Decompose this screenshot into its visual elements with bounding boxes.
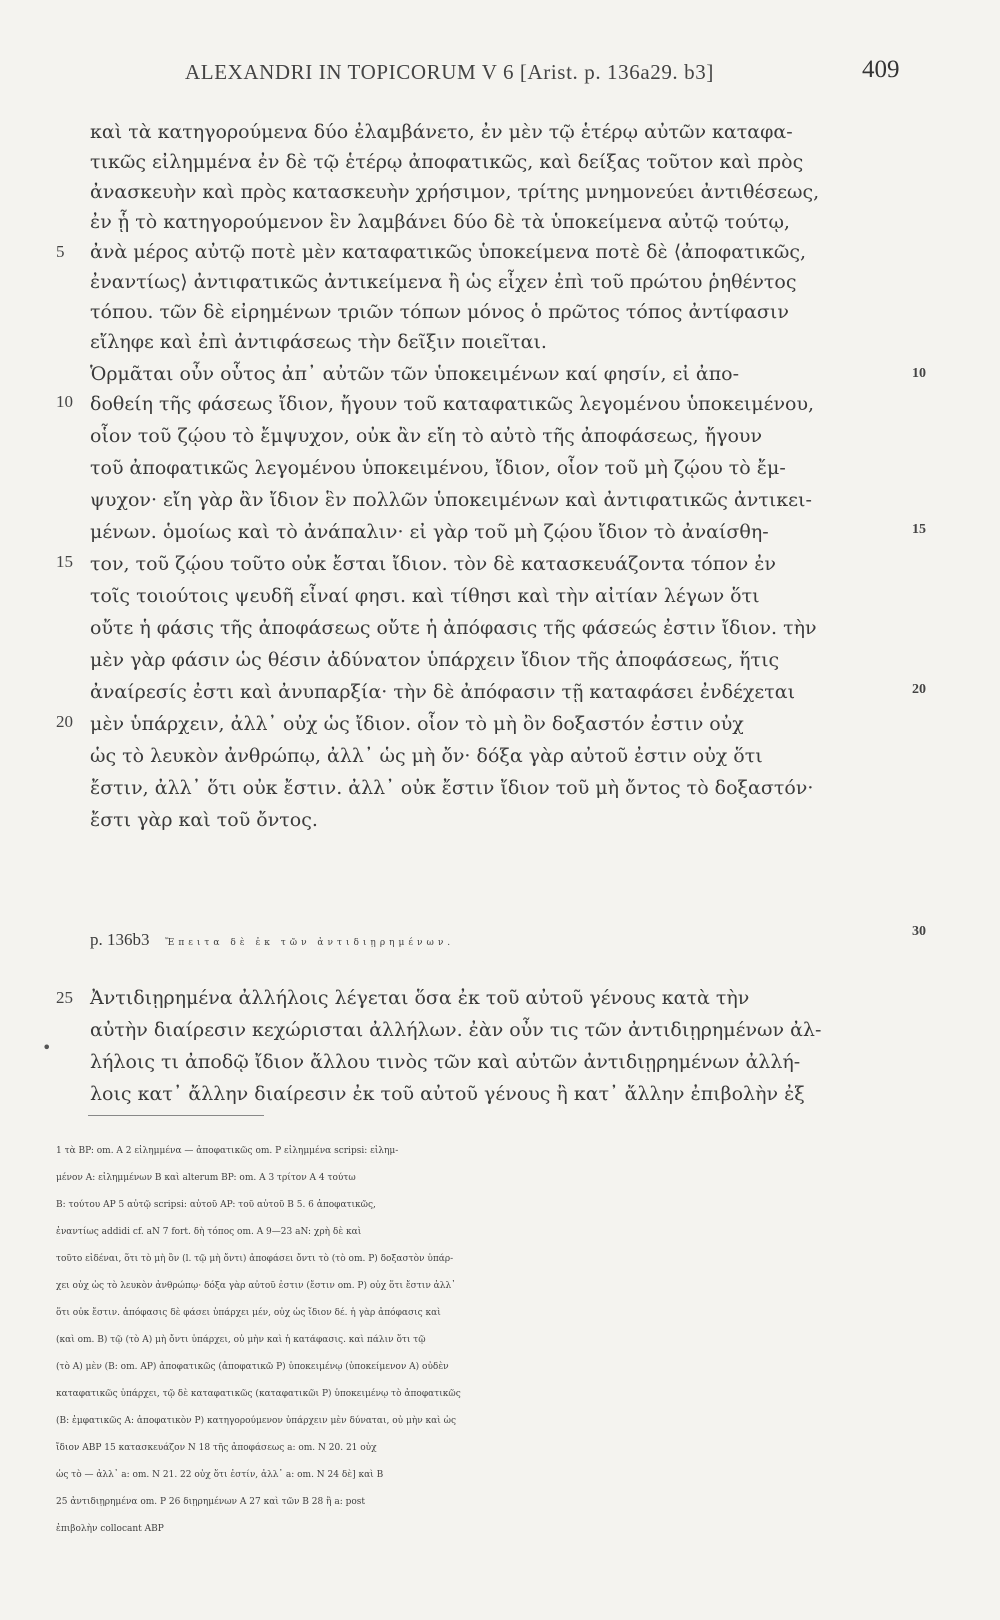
text-line: καὶ τὰ κατηγορούμενα δύο ἐλαμβάνετο, ἐν μὲν τῷ ἑτέρῳ αὐτῶν καταφα- [90, 121, 793, 143]
text-line: ψυχον· εἴη γὰρ ἂν ἴδιον ἓν πολλῶν ὑποκειμένων καὶ ἀντιφατικῶς ἀντικει- [90, 489, 812, 511]
apparatus-line: (καὶ om. B) τῷ (τὸ A) μὴ ὄντι ὑπάρχει, οὐ μὴν καὶ ἡ κατάφασις. καὶ πάλιν ὅτι τῷ [56, 1335, 426, 1345]
line-number: 20 [56, 712, 73, 731]
apparatus-line: 25 ἀντιδιῃρημένα om. P 26 διῃρημένων A 27 καὶ τῶν B 28 ἢ a: post [56, 1497, 366, 1507]
apparatus-line: καταφατικῶς ὑπάρχει, τῷ δὲ καταφατικῶς (καταφατικῶι P) ὑποκειμένῳ τὸ ἀποφατικῶς [56, 1389, 461, 1399]
text-line: μένων. ὁμοίως καὶ τὸ ἀνάπαλιν· εἰ γὰρ τοῦ μὴ ζῴου ἴδιον τὸ ἀναίσθη- [90, 521, 769, 543]
text-line: τοῖς τοιούτοις ψευδῆ εἶναί φησι. καὶ τίθησι καὶ τὴν αἰτίαν λέγων ὅτι [90, 585, 760, 607]
text-line: ἐν ᾗ τὸ κατηγορούμενον ἓν λαμβάνει δύο δὲ τὰ ὑποκείμενα αὐτῷ τούτῳ, [90, 211, 790, 233]
page-header [0, 56, 1000, 92]
text-line: τόπου. τῶν δὲ εἰρημένων τριῶν τόπων μόνος ὁ πρῶτος τόπος ἀντίφασιν [90, 301, 789, 323]
apparatus-line: ἐπιβολὴν collocant ABP [56, 1524, 164, 1534]
line-number: 10 [912, 366, 926, 381]
text-line: τον, τοῦ ζῴου τοῦτο οὐκ ἔσται ἴδιον. τὸν δὲ κατασκευάζοντα τόπον ἐν [90, 553, 776, 575]
text-line: ἐναντίως⟩ ἀντιφατικῶς ἀντικείμενα ἢ ὡς εἶχεν ἐπὶ τοῦ πρώτου ῥηθέντος [90, 271, 797, 293]
text-line: ἀνὰ μέρος αὐτῷ ποτὲ μὲν καταφατικῶς ὑποκείμενα ποτὲ δὲ ⟨ἀποφατικῶς, [90, 241, 807, 263]
text-line: μὲν γὰρ φάσιν ὡς θέσιν ἀδύνατον ὑπάρχειν ἴδιον τῆς ἀποφάσεως, ἥτις [90, 649, 780, 671]
text-line: ὡς τὸ λευκὸν ἀνθρώπῳ, ἀλλ᾽ ὡς μὴ ὄν· δόξα γὰρ αὐτοῦ ἐστιν οὐχ ὅτι [90, 745, 763, 767]
apparatus-line: μένον A: εἰλημμένων B καὶ alterum BP: om. A 3 τρίτον A 4 τούτω [56, 1173, 356, 1183]
apparatus-line: ὡς τὸ — ἀλλ᾽ a: om. N 21. 22 οὐχ ὅτι ἐστίν, ἀλλ᾽ a: om. N 24 δὲ] καὶ B [56, 1470, 384, 1480]
text-line: αὐτὴν διαίρεσιν κεχώρισται ἀλλήλων. ἐὰν οὖν τις τῶν ἀντιδιῃρημένων ἀλ- [90, 1019, 822, 1041]
text-line: οὔτε ἡ φάσις τῆς ἀποφάσεως οὔτε ἡ ἀπόφασις τῆς φάσεώς ἐστιν ἴδιον. τὴν [90, 617, 817, 639]
text-line: τικῶς εἰλημμένα ἐν δὲ τῷ ἑτέρῳ ἀποφατικῶς, καὶ δείξας τοῦτον καὶ πρὸς [90, 151, 804, 173]
apparatus-line: ὅτι οὐκ ἔστιν. ἀπόφασις δὲ φάσει ὑπάρχει μέν, οὐχ ὡς ἴδιον δέ. ἡ γὰρ ἀπόφασις καὶ [56, 1308, 441, 1318]
line-number: 30 [912, 924, 926, 939]
apparatus-line: (τὸ A) μὲν (B: om. AP) ἀποφατικῶς (ἀποφατικῶ P) ὑποκειμένῳ (ὑποκείμενον A) οὐδὲν [56, 1362, 449, 1372]
text-line: ἀνασκευὴν καὶ πρὸς κατασκευὴν χρήσιμον, τρίτης μνημονεύει ἀντιθέσεως, [90, 181, 820, 203]
apparatus-line: ἴδιον ABP 15 κατασκευάζον N 18 τῆς ἀποφάσεως a: om. N 20. 21 οὐχ [56, 1443, 377, 1453]
apparatus-line: ἐναντίως addidi cf. aN 7 fort. δὴ τόπος om. A 9—23 aN: χρὴ δὲ καὶ [56, 1227, 362, 1237]
apparatus-line: 1 τὰ BP: om. A 2 εἰλημμένα — ἀποφατικῶς om. P εἰλημμένα scripsi: εἰλημ- [56, 1146, 399, 1156]
lemma-text: Ἔπειτα δὲ ἐκ τῶν ἀντιδιῃρημένων. [165, 938, 455, 948]
line-number: 15 [912, 522, 926, 537]
line-number: 10 [56, 392, 73, 411]
text-line: δοθείη τῆς φάσεως ἴδιον, ἤγουν τοῦ καταφατικῶς λεγομένου ὑποκειμένου, [90, 393, 815, 415]
apparatus-line: B: τούτου AP 5 αὐτῷ scripsi: αὐτοῦ AP: τοῦ αὐτοῦ B 5. 6 ἀποφατικῶς, [56, 1200, 376, 1210]
running-head: ALEXANDRI IN TOPICORUM V 6 [Arist. p. 136a29. b3] [185, 60, 714, 84]
text-line: λοις κατ᾽ ἄλλην διαίρεσιν ἐκ τοῦ αὐτοῦ γένους ἢ κατ᾽ ἄλλην ἐπιβολὴν ἐξ [90, 1083, 805, 1105]
page-number: 409 [862, 56, 900, 83]
line-number: 5 [56, 242, 65, 261]
line-number: 15 [56, 552, 73, 571]
text-line: οἷον τοῦ ζῴου τὸ ἔμψυχον, οὐκ ἂν εἴη τὸ αὐτὸ τῆς ἀποφάσεως, ἤγουν [90, 425, 763, 447]
text-line: τοῦ ἀποφατικῶς λεγομένου ὑποκειμένου, ἴδιον, οἷον τοῦ μὴ ζῴου τὸ ἔμ- [90, 457, 786, 479]
text-line: Ὁρμᾶται οὖν οὗτος ἀπ᾽ αὐτῶν τῶν ὑποκειμένων καί φησίν, εἰ ἀπο- [90, 363, 740, 385]
text-line: Ἀντιδιῃρημένα ἀλλήλοις λέγεται ὅσα ἐκ τοῦ αὐτοῦ γένους κατὰ τὴν [90, 987, 750, 1009]
lemma [90, 926, 910, 957]
line-number: 25 [56, 988, 73, 1007]
text-line: ἔστιν, ἀλλ᾽ ὅτι οὐκ ἔστιν. ἀλλ᾽ οὐκ ἔστιν ἴδιον τοῦ μὴ ὄντος τὸ δοξαστόν· [90, 777, 814, 799]
footnote-rule [88, 1115, 264, 1116]
margin-dot: • [42, 1038, 52, 1057]
apparatus-line: (B: ἐμφατικῶς A: ἀποφατικὸν P) κατηγορούμενον ὑπάρχειν μὲν δύναται, οὐ μὴν καὶ ὡς [56, 1416, 457, 1426]
text-line: λήλοις τι ἀποδῷ ἴδιον ἄλλου τινὸς τῶν καὶ αὐτῶν ἀντιδιῃρημένων ἀλλή- [90, 1051, 801, 1073]
text-line: εἴληφε καὶ ἐπὶ ἀντιφάσεως τὴν δεῖξιν ποιεῖται. [90, 331, 547, 353]
text-line: μὲν ὑπάρχειν, ἀλλ᾽ οὐχ ὡς ἴδιον. οἷον τὸ μὴ ὂν δοξαστόν ἐστιν οὐχ [90, 713, 744, 735]
text-line: ἀναίρεσίς ἐστι καὶ ἀνυπαρξία· τὴν δὲ ἀπόφασιν τῇ καταφάσει ἐνδέχεται [90, 681, 796, 703]
apparatus-line: χει οὐχ ὡς τὸ λευκὸν ἀνθρώπῳ· δόξα γὰρ αὐτοῦ ἐστιν (ἔστιν om. P) οὐχ ὅτι ἔστιν ἀλλ᾽ [56, 1281, 456, 1291]
apparatus-line: τοῦτο εἰδέναι, ὅτι τὸ μὴ ὂν (l. τῷ μὴ ὄντι) ἀποφάσει ὄντι τὸ (τὸ om. P) δοξαστὸν ὑπάρ- [56, 1254, 454, 1264]
lemma-ref: p. 136b3 [90, 930, 150, 949]
line-number: 20 [912, 682, 926, 697]
text-line: ἔστι γὰρ καὶ τοῦ ὄντος. [90, 809, 318, 831]
